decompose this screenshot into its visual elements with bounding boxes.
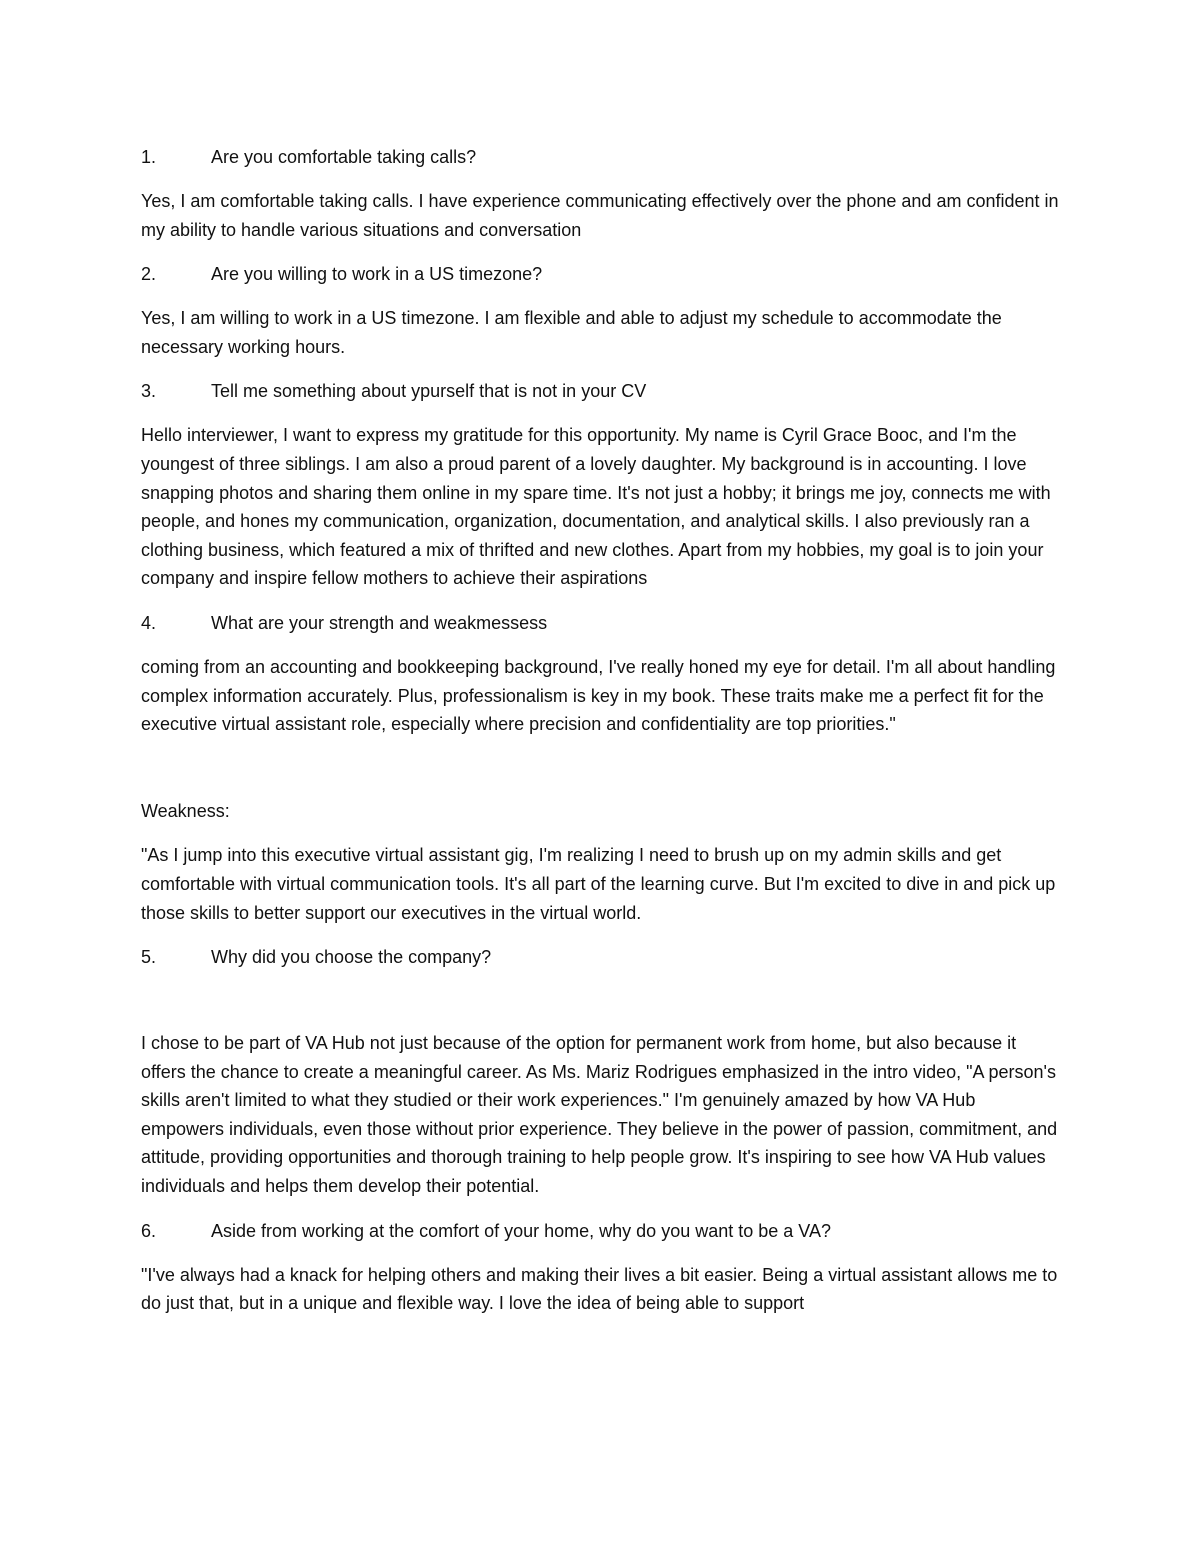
- question-5: [141, 943, 1061, 971]
- answer-6: "I've always had a knack for helping others and making their lives a bit easier. Being a virtual assistant allows me to do just that, but in a unique and flexible way. I love the idea of being able to support: [141, 1264, 1058, 1314]
- question-4: [141, 609, 1061, 637]
- question-number: 1.: [141, 147, 157, 167]
- question-1: [141, 143, 1061, 171]
- answer-5: I chose to be part of VA Hub not just because of the option for permanent work from home, but also because it offers the chance to create a meaningful career. As Ms. Mariz Rodrigues emphasized in the intro video, "A person's skills aren't limited to what they studied or their work experiences." I'm genuinely amazed by how VA Hub empowers individuals, even those without prior experience. They believe in the power of passion, commitment, and attitude, providing opportunities and thorough training to help people grow. It's inspiring to see how VA Hub values individuals and helps them develop their potential.: [141, 1033, 1058, 1197]
- answer-4-weakness: "As I jump into this executive virtual assistant gig, I'm realizing I need to brush up on my admin skills and get comfortable with virtual communication tools. It's all part of the learning curve. But I'm excited to dive in and pick up those skills to better support our executives in the virtual world.: [141, 845, 1056, 923]
- spacer: [141, 987, 1061, 1029]
- question-text: Why did you choose the company?: [211, 947, 492, 968]
- question-number: 6.: [141, 1220, 157, 1241]
- question-number: 3.: [141, 381, 157, 402]
- answer-3: Hello interviewer, I want to express my gratitude for this opportunity. My name is Cyril Grace Booc, and I'm the youngest of three siblings. I am also a proud parent of a lovely daughter. My background is in accounting. I love snapping photos and sharing them online in my spare time. It's not just a hobby; it brings me joy, connects me with people, and hones my communication, organization, documentation, and analytical skills. I also previously ran a clothing business, which featured a mix of thrifted and new clothes. Apart from my hobbies, my goal is to join your company and inspire fellow mothers to achieve their aspirations: [141, 425, 1051, 589]
- question-text: Aside from working at the comfort of your home, why do you want to be a VA?: [211, 1220, 831, 1241]
- question-text: Are you willing to work in a US timezone?: [211, 264, 543, 285]
- question-text: Are you comfortable taking calls?: [211, 147, 477, 167]
- question-2: [141, 260, 1061, 288]
- question-text: What are your strength and weakmessess: [211, 612, 548, 633]
- document-page: [141, 143, 1061, 1334]
- spacer: [141, 755, 1061, 797]
- question-text: Tell me something about ypurself that is not in your CV: [211, 381, 647, 402]
- question-number: 4.: [141, 612, 157, 633]
- question-3: [141, 377, 1061, 405]
- answer-2: Yes, I am willing to work in a US timezone. I am flexible and able to adjust my schedule to accommodate the necessary working hours.: [141, 308, 1002, 357]
- question-number: 5.: [141, 947, 157, 968]
- question-6: [141, 1217, 1061, 1245]
- answer-1: Yes, I am comfortable taking calls. I have experience communicating effectively over the phone and am confident in my ability to handle various situations and conversation: [141, 191, 1059, 240]
- weakness-heading: Weakness:: [141, 800, 230, 821]
- answer-4-strength: coming from an accounting and bookkeeping background, I've really honed my eye for detail. I'm all about handling complex information accurately. Plus, professionalism is key in my book. These traits make me a perfect fit for the executive virtual assistant role, especially where precision and confidentiality are top priorities.": [141, 656, 1056, 735]
- question-number: 2.: [141, 264, 157, 285]
